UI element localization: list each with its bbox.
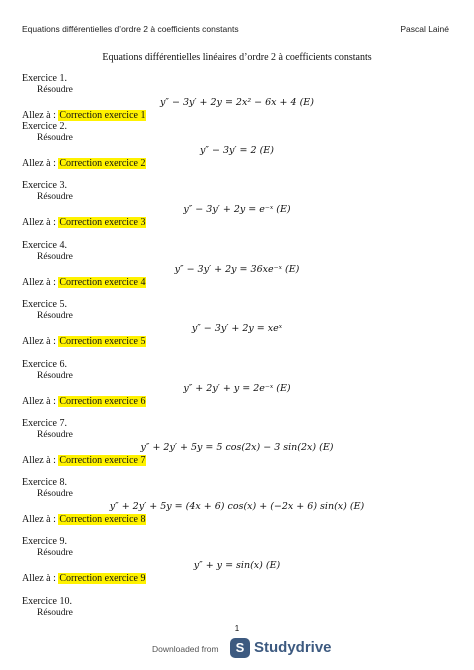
goto-line — [22, 277, 146, 288]
footer-banner[interactable] — [0, 636, 474, 664]
goto-prefix: Allez à : — [22, 396, 56, 407]
exercise-number: Exercice 6. — [22, 359, 67, 370]
exercise-instruction: Résoudre — [37, 133, 73, 143]
exercise-9 — [22, 536, 452, 594]
goto-line — [22, 110, 146, 121]
studydrive-brand: Studydrive — [254, 639, 332, 656]
correction-link-2[interactable]: Correction exercice 2 — [59, 158, 146, 169]
exercise-equation: y″ + 2y′ + 5y = (4x + 6) cos(x) + (−2x + 6) sin(x) (E) — [109, 501, 365, 512]
exercise-equation: y″ + y = sin(x) (E) — [193, 560, 281, 571]
exercise-equation: y″ − 3y′ = 2 (E) — [200, 145, 274, 156]
exercise-instruction: Résoudre — [37, 489, 73, 499]
exercise-equation: y″ − 3y′ + 2y = 2x² − 6x + 4 (E) — [160, 97, 314, 108]
correction-link-6[interactable]: Correction exercice 6 — [59, 396, 146, 407]
exercise-6 — [22, 359, 452, 417]
goto-line — [22, 573, 146, 584]
exercise-equation: y″ − 3y′ + 2y = e⁻ˣ (E) — [183, 204, 291, 215]
goto-prefix: Allez à : — [22, 514, 56, 525]
exercise-equation: y″ − 3y′ + 2y = 36xe⁻ˣ (E) — [174, 264, 300, 275]
exercise-number: Exercice 2. — [22, 121, 67, 132]
goto-line — [22, 158, 146, 169]
goto-line — [22, 455, 146, 466]
correction-link-5[interactable]: Correction exercice 5 — [59, 336, 146, 347]
exercise-number: Exercice 3. — [22, 180, 67, 191]
goto-prefix: Allez à : — [22, 455, 56, 466]
exercise-number: Exercice 10. — [22, 596, 72, 607]
correction-link-7[interactable]: Correction exercice 7 — [59, 455, 146, 466]
exercise-number: Exercice 8. — [22, 477, 67, 488]
goto-prefix: Allez à : — [22, 158, 56, 169]
page-number: 1 — [234, 624, 240, 633]
exercise-instruction: Résoudre — [37, 192, 73, 202]
exercise-instruction: Résoudre — [37, 252, 73, 262]
exercise-number: Exercice 4. — [22, 240, 67, 251]
goto-prefix: Allez à : — [22, 277, 56, 288]
exercise-instruction: Résoudre — [37, 371, 73, 381]
exercise-equation: y″ + 2y′ + y = 2e⁻ˣ (E) — [183, 383, 291, 394]
goto-line — [22, 217, 146, 228]
downloaded-from-text: Downloaded from — [152, 644, 219, 654]
correction-link-9[interactable]: Correction exercice 9 — [59, 573, 146, 584]
correction-link-8[interactable]: Correction exercice 8 — [59, 514, 146, 525]
exercise-instruction: Résoudre — [37, 85, 73, 95]
exercise-equation: y″ + 2y′ + 5y = 5 cos(2x) − 3 sin(2x) (E) — [140, 442, 334, 453]
exercise-number: Exercice 9. — [22, 536, 67, 547]
header-author: Pascal Lainé — [400, 24, 449, 34]
correction-link-3[interactable]: Correction exercice 3 — [59, 217, 146, 228]
exercise-4 — [22, 240, 452, 298]
goto-line — [22, 514, 146, 525]
exercise-10 — [22, 596, 452, 624]
header-left: Equations différentielles d’ordre 2 à coefficients constants — [22, 24, 239, 34]
exercise-number: Exercice 1. — [22, 73, 67, 84]
exercise-number: Exercice 7. — [22, 418, 67, 429]
correction-link-1[interactable]: Correction exercice 1 — [59, 110, 146, 121]
exercise-instruction: Résoudre — [37, 311, 73, 321]
page-header — [22, 24, 449, 38]
document-title: Equations différentielles linéaires d’ordre 2 à coefficients constants — [102, 52, 372, 63]
exercise-8 — [22, 477, 452, 535]
goto-line — [22, 336, 146, 347]
studydrive-logo-icon: S — [230, 638, 250, 658]
exercise-number: Exercice 5. — [22, 299, 67, 310]
exercise-3 — [22, 180, 452, 238]
exercise-5 — [22, 299, 452, 357]
exercise-equation: y″ − 3y′ + 2y = xeˣ — [191, 323, 283, 334]
goto-prefix: Allez à : — [22, 336, 56, 347]
goto-line — [22, 396, 146, 407]
goto-prefix: Allez à : — [22, 110, 56, 121]
exercise-2 — [22, 121, 452, 179]
exercise-instruction: Résoudre — [37, 430, 73, 440]
correction-link-4[interactable]: Correction exercice 4 — [59, 277, 146, 288]
goto-prefix: Allez à : — [22, 573, 56, 584]
exercise-instruction: Résoudre — [37, 548, 73, 558]
exercise-7 — [22, 418, 452, 476]
exercise-instruction: Résoudre — [37, 608, 73, 618]
goto-prefix: Allez à : — [22, 217, 56, 228]
